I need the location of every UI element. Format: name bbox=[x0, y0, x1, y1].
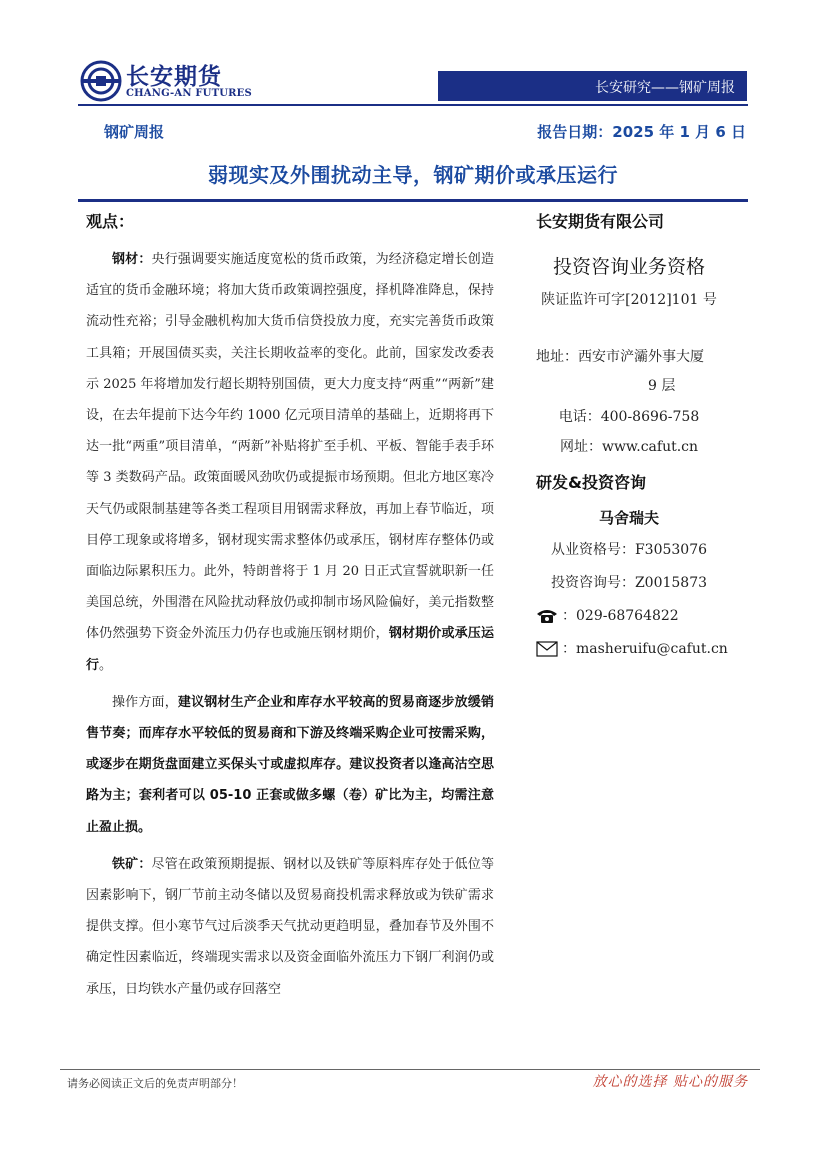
logo-chinese-name: 长安期货 bbox=[126, 64, 222, 90]
title-divider bbox=[78, 199, 748, 202]
address-line-1: 地址：西安市浐灞外事大厦 bbox=[536, 349, 704, 365]
phone-icon bbox=[536, 608, 558, 624]
sidebar-phone: 电话：400-8696-758 bbox=[558, 409, 700, 425]
footer-divider bbox=[60, 1069, 760, 1070]
header-divider bbox=[78, 104, 748, 106]
company-logo bbox=[80, 60, 252, 104]
sidebar bbox=[506, 210, 752, 666]
report-type: 钢矿周报 bbox=[104, 123, 165, 141]
header-tag-text: 长安研究——钢矿周报 bbox=[595, 80, 735, 96]
analyst-name: 马舍瑞夫 bbox=[598, 509, 659, 527]
header-tag bbox=[438, 71, 747, 101]
steel-paragraph bbox=[86, 244, 494, 681]
iron-lead: 铁矿： bbox=[112, 856, 152, 872]
sidebar-license: 陕证监许可字[2012]101 号 bbox=[541, 292, 717, 308]
analyst-email-text: ：masheruifu@cafut.cn bbox=[562, 641, 728, 657]
sidebar-company-name: 长安期货有限公司 bbox=[536, 212, 665, 231]
steel-end: 。 bbox=[99, 657, 113, 673]
logo-mark-icon bbox=[80, 60, 122, 102]
footer-disclaimer: 请务必阅读正文后的免责声明部分！ bbox=[67, 1077, 243, 1090]
operation-paragraph bbox=[86, 687, 494, 843]
sidebar-website: 网址：www.cafut.cn bbox=[559, 439, 699, 455]
research-heading: 研发&投资咨询 bbox=[536, 473, 646, 492]
steel-text: 央行强调要实施适度宽松的货币政策，为经济稳定增长创造适宜的货币金融环境；将加大货币政策调控强度，择机降准降息，保持流动性充裕；引导金融机构加大货币信贷投放力度，充实完善货币政策工具箱；开展国债买卖，关注长期收益率的变化。此前，国家发改委表示 2025 年将增加发行超长期特别国债，更大力度支持“两重”“两新”建设，在去年提前下达今年约 1000 亿元项目清单的基础上，近期将再下达一批“两重”项目清单，“两新”补贴将扩至手机、平板、智能手表手环等 3 类数码产品。政策面暖风劲吹仍或提振市场预期。但北方地区寒冷天气仍或限制基建等各类工程项目用钢需求释放，再加上春节临近，项目停工现象或将增多，钢材现实需求整体仍或承压，钢材库存整体仍或面临边际累积压力。此外，特朗普将于 1 月 20 日正式宣誓就职新一任美国总统，外围潜在风险扰动释放仍或抑制市场风险偏好，美元指数整体仍然强势下资金外流压力仍存也或施压钢材期价， bbox=[86, 252, 494, 642]
iron-paragraph bbox=[86, 849, 494, 1005]
sidebar-qualification: 投资咨询业务资格 bbox=[552, 256, 705, 278]
analyst-email bbox=[506, 633, 752, 666]
sidebar-address bbox=[506, 343, 752, 401]
operation-lead: 操作方面， bbox=[112, 694, 178, 710]
steel-conclusion: 钢材期价或承压运行 bbox=[86, 626, 494, 673]
operation-advice: 建议钢材生产企业和库存水平较高的贸易商逐步放缓销售节奏；而库存水平较低的贸易商和下游及终端采购企业可按需采购，或逐步在期货盘面建立买保头寸或虚拟库存。建议投资者以逢高沽空思路为主；套利者可以 05-10 正套或做多螺（卷）矿比为主，均需注意止盈止损。 bbox=[86, 694, 494, 835]
analyst-tel bbox=[506, 600, 752, 633]
main-content bbox=[86, 210, 494, 1005]
analyst-tel-text: ：029-68764822 bbox=[562, 608, 679, 624]
mail-icon bbox=[536, 641, 558, 657]
steel-lead: 钢材： bbox=[112, 252, 152, 267]
document-title: 弱现实及外围扰动主导，钢矿期价或承压运行 bbox=[208, 163, 618, 187]
viewpoint-heading: 观点： bbox=[86, 212, 135, 231]
report-date: 报告日期：2025 年 1 月 6 日 bbox=[537, 123, 746, 141]
footer-slogan: 放心的选择 贴心的服务 bbox=[592, 1074, 748, 1090]
analyst-cert-1: 从业资格号：F3053076 bbox=[550, 542, 708, 558]
iron-text: 尽管在政策预期提振、钢材以及铁矿等原料库存处于低位等因素影响下，钢厂节前主动冬储以及贸易商投机需求释放或为铁矿需求提供支撑。但小寒节气过后淡季天气扰动更趋明显，叠加春节及外围不确定性因素临近，终端现实需求以及资金面临外流压力下钢厂利润仍或承压，日均铁水产量仍或存回落空 bbox=[86, 856, 494, 997]
logo-english-name: CHANG-AN FUTURES bbox=[126, 88, 252, 99]
address-line-2: 9 层 bbox=[648, 378, 676, 394]
analyst-cert-2: 投资咨询号：Z0015873 bbox=[550, 575, 708, 591]
